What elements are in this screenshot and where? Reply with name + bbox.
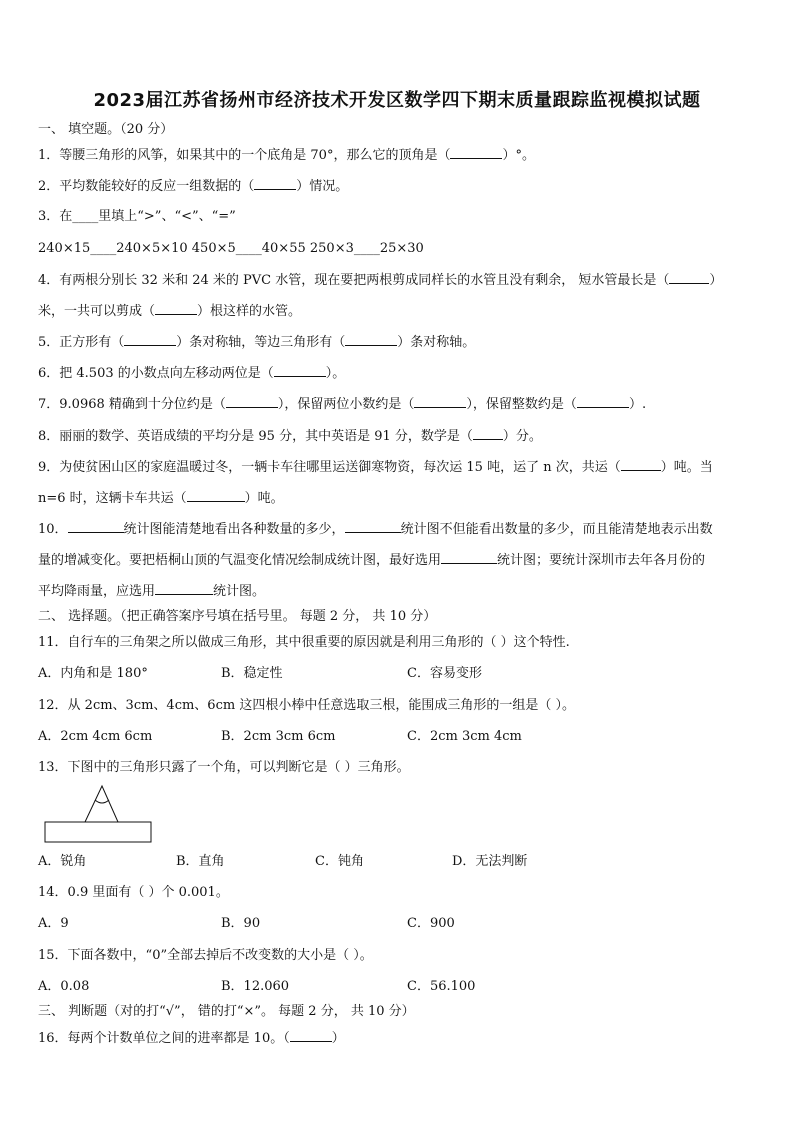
question-10-line-1: 10． 统计图能清楚地看出各种数量的多少， 统计图不但能看出数量的多少，而且能清楚地表示出数 <box>38 522 713 537</box>
option-15-a[interactable]: A．0.08 <box>38 979 90 994</box>
section-heading-fill-blank: 一、 填空题。（20 分） <box>38 122 174 137</box>
question-13: 13．下图中的三角形只露了一个角，可以判断它是（ ）三角形。 <box>38 760 410 775</box>
answer-blank[interactable] <box>577 395 629 408</box>
option-13-b[interactable]: B．直角 <box>176 854 225 869</box>
answer-blank[interactable] <box>669 271 709 284</box>
triangle-corner-figure <box>40 780 160 846</box>
answer-blank[interactable] <box>473 427 503 440</box>
option-14-c[interactable]: C．900 <box>407 916 455 931</box>
answer-blank[interactable] <box>226 395 278 408</box>
option-12-a[interactable]: A．2cm 4cm 6cm <box>38 729 153 744</box>
question-7: 7．9.0968 精确到十分位约是（ ），保留两位小数约是（ ），保留整数约是（ ）. <box>38 397 647 412</box>
question-10-line-3: 平均降雨量，应选用 统计图。 <box>38 584 266 599</box>
option-11-c[interactable]: C．容易变形 <box>407 666 482 681</box>
option-13-d[interactable]: D．无法判断 <box>452 854 528 869</box>
question-5: 5．正方形有（ ）条对称轴，等边三角形有（ ）条对称轴。 <box>38 335 476 350</box>
answer-blank[interactable] <box>155 582 213 595</box>
answer-blank[interactable] <box>345 333 397 346</box>
option-12-b[interactable]: B．2cm 3cm 6cm <box>221 729 336 744</box>
question-2: 2．平均数能较好的反应一组数据的（ ）情况。 <box>38 179 349 194</box>
answer-blank[interactable] <box>345 520 401 533</box>
answer-blank[interactable] <box>124 333 176 346</box>
question-9-line-1: 9．为使贫困山区的家庭温暖过冬，一辆卡车往哪里运送御寒物资，每次运 15 吨，运了 n 次，共运（ ）吨。当 <box>38 460 713 475</box>
question-12: 12．从 2cm、3cm、4cm、6cm 这四根小棒中任意选取三根，能围成三角形的一组是（ ）。 <box>38 698 575 713</box>
question-15: 15．下面各数中，“0”全部去掉后不改变数的大小是（ ）。 <box>38 948 373 963</box>
option-13-c[interactable]: C．钝角 <box>315 854 364 869</box>
question-14: 14．0.9 里面有（ ）个 0.001。 <box>38 885 229 900</box>
answer-blank[interactable] <box>621 458 661 471</box>
page-title: 2023届江苏省扬州市经济技术开发区数学四下期末质量跟踪监视模拟试题 <box>93 90 701 111</box>
option-15-b[interactable]: B．12.060 <box>221 979 290 994</box>
question-16: 16．每两个计数单位之间的进率都是 10。（ ） <box>38 1031 345 1046</box>
answer-blank[interactable] <box>290 1029 332 1042</box>
answer-blank[interactable] <box>450 146 502 159</box>
option-11-b[interactable]: B．稳定性 <box>221 666 283 681</box>
option-14-b[interactable]: B．90 <box>221 916 261 931</box>
question-9-line-2: n=6 时，这辆卡车共运（ ）吨。 <box>38 491 284 506</box>
question-3: 3．在____里填上“>”、“<”、“=” <box>38 209 236 224</box>
question-10-line-2: 量的增减变化。要把梧桐山顶的气温变化情况绘制成统计图，最好选用 统计图；要统计深圳市去年各月份的 <box>38 553 706 568</box>
question-3-items: 240×15____240×5×10 450×5____40×55 250×3____25×30 <box>38 241 424 256</box>
question-4-line-1: 4．有两根分别长 32 米和 24 米的 PVC 水管，现在要把两根剪成同样长的水管且没有剩余， 短水管最长是（ ） <box>38 273 723 288</box>
question-11: 11．自行车的三角架之所以做成三角形，其中很重要的原因就是利用三角形的（ ）这个特性. <box>38 635 570 650</box>
answer-blank[interactable] <box>274 364 326 377</box>
option-12-c[interactable]: C．2cm 3cm 4cm <box>407 729 522 744</box>
question-1: 1．等腰三角形的风筝，如果其中的一个底角是 70°，那么它的顶角是（ ）°。 <box>38 148 535 163</box>
question-6: 6．把 4.503 的小数点向左移动两位是（ ）。 <box>38 366 346 381</box>
section-heading-multiple-choice: 二、 选择题。（把正确答案序号填在括号里。 每题 2 分， 共 10 分） <box>38 609 437 624</box>
answer-blank[interactable] <box>155 302 197 315</box>
answer-blank[interactable] <box>187 489 245 502</box>
answer-blank[interactable] <box>68 520 124 533</box>
answer-blank[interactable] <box>441 551 497 564</box>
option-11-a[interactable]: A．内角和是 180° <box>38 666 148 681</box>
option-13-a[interactable]: A．锐角 <box>38 854 87 869</box>
section-heading-true-false: 三、 判断题（对的打“√”， 错的打“×”。 每题 2 分， 共 10 分） <box>38 1004 415 1019</box>
question-4-line-2: 米，一共可以剪成（ ）根这样的水管。 <box>38 304 302 319</box>
option-14-a[interactable]: A．9 <box>38 916 69 931</box>
question-8: 8．丽丽的数学、英语成绩的平均分是 95 分，其中英语是 91 分，数学是（ ）分。 <box>38 429 542 444</box>
option-15-c[interactable]: C．56.100 <box>407 979 476 994</box>
answer-blank[interactable] <box>254 177 296 190</box>
answer-blank[interactable] <box>414 395 466 408</box>
